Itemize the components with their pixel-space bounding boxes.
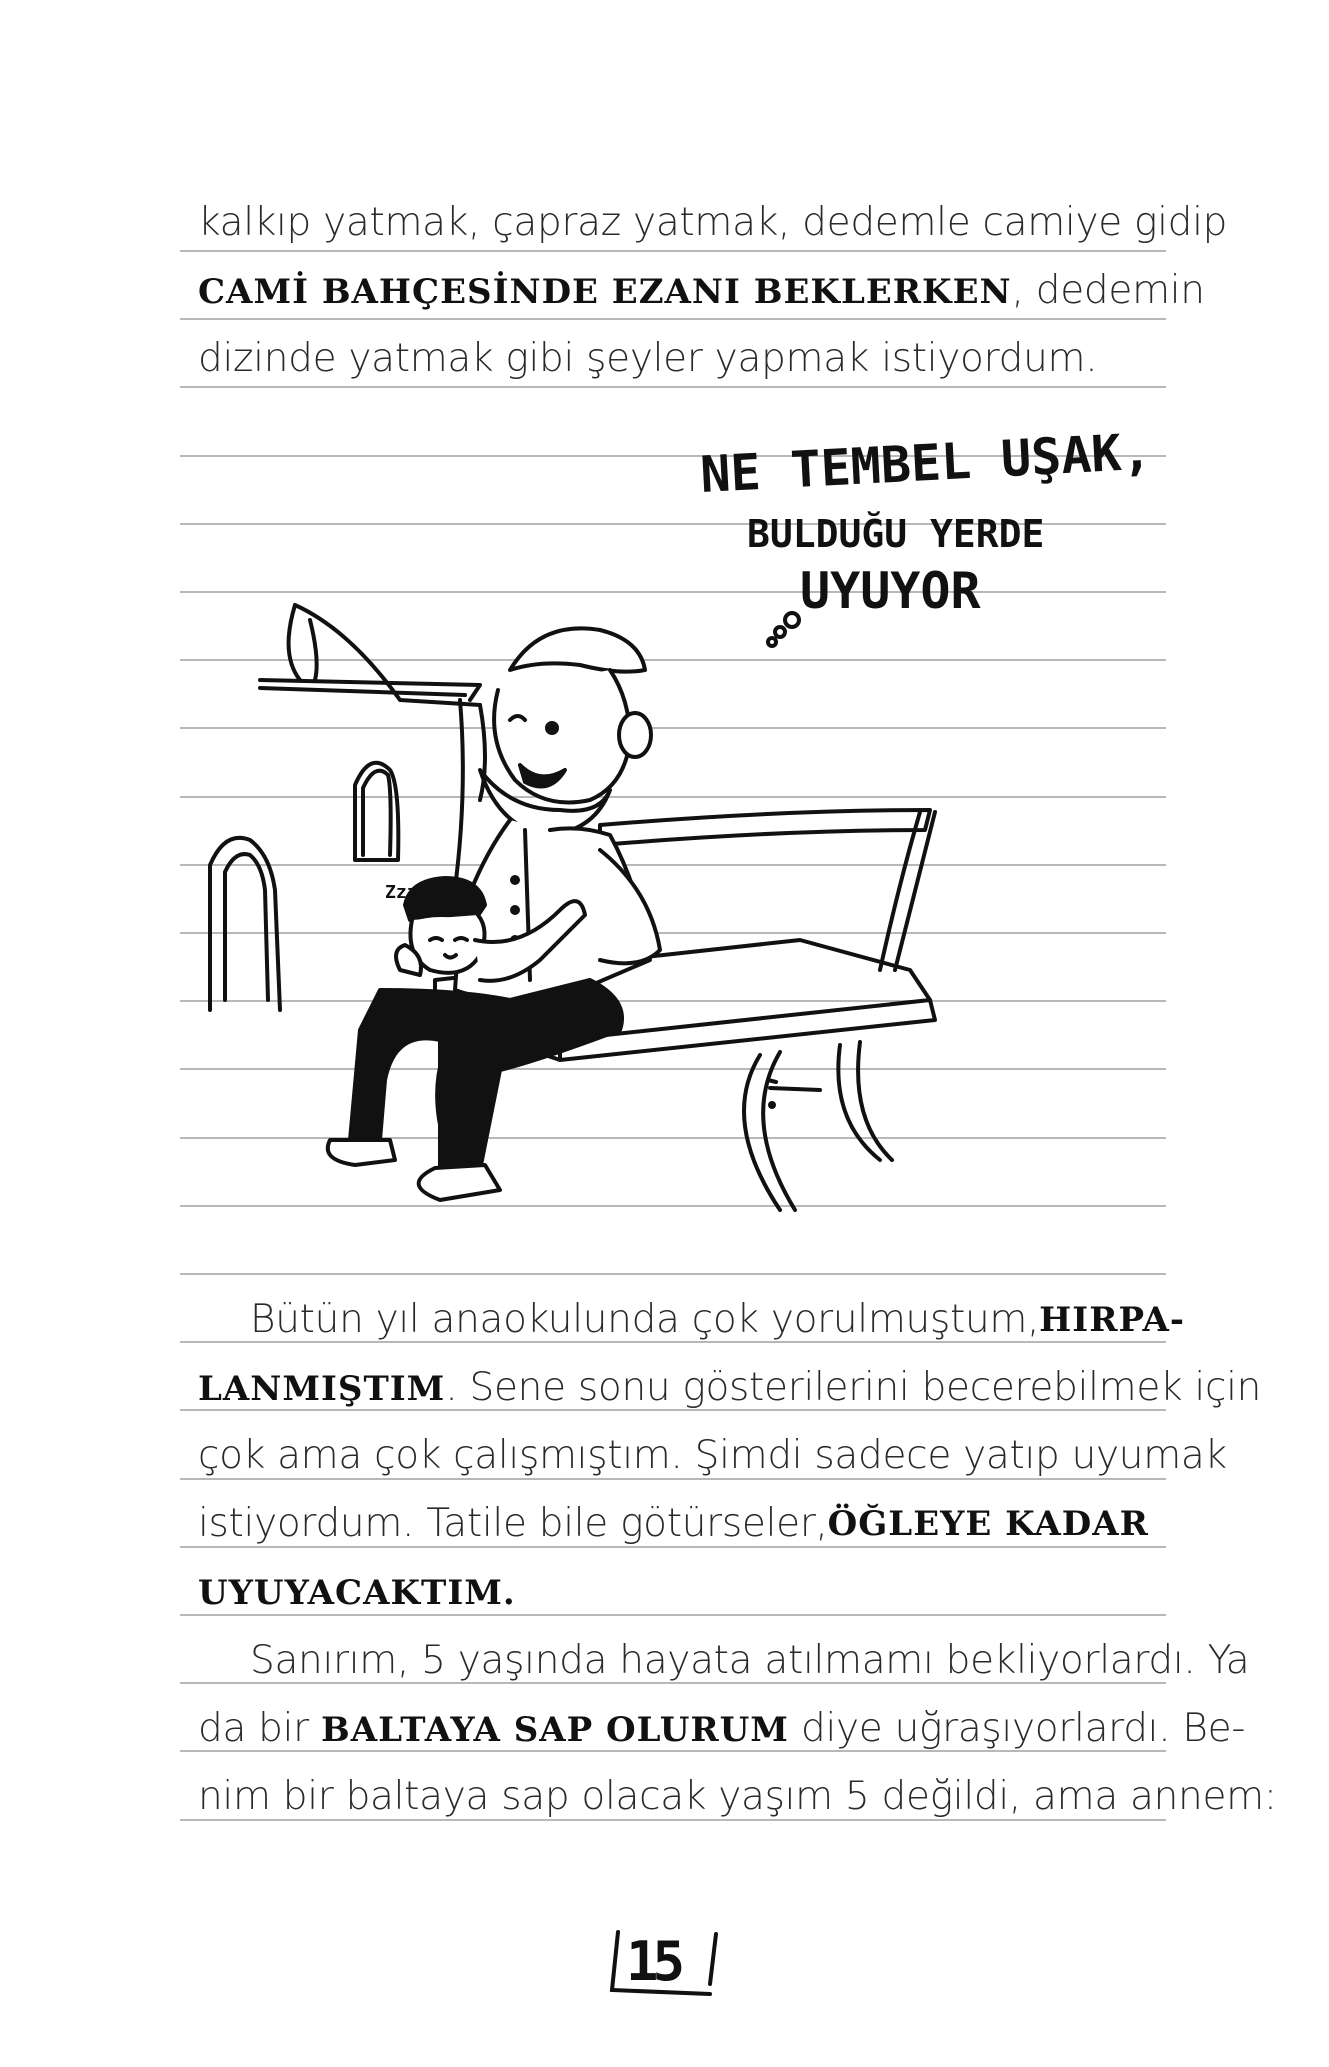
text-line	[198, 1363, 1262, 1414]
emphasis-text: UYUYACAKTIM.	[198, 1573, 516, 1613]
text-line	[198, 1704, 1246, 1755]
emphasis-text: LANMIŞTIM	[198, 1369, 446, 1409]
text-line: dizinde yatmak gibi şeyler yapmak istiyordum.	[198, 336, 1098, 381]
text-line	[198, 1295, 1186, 1345]
page-number	[590, 1924, 740, 2002]
text-line: Sanırım, 5 yaşında hayata atılmamı bekliyorlardı. Ya	[250, 1638, 1250, 1683]
page-number-text: 15	[626, 1930, 680, 1993]
text-line	[198, 1499, 1148, 1549]
text-span: diye uğraşıyorlardı. Be-	[801, 1706, 1246, 1751]
text-line: çok ama çok çalışmıştım. Şimdi sadece yatıp uyumak	[198, 1433, 1227, 1478]
bubble-line: NE TEMBEL UŞAK,	[698, 422, 1153, 504]
bubble-line: BULDUĞU YERDE	[747, 512, 1045, 556]
ruled-line	[180, 386, 1166, 388]
text-line	[198, 266, 1205, 317]
text-line	[198, 1567, 1148, 1618]
emphasis-text: CAMİ BAHÇESİNDE EZANI BEKLERKEN	[198, 272, 1012, 312]
text-span: , dedemin	[1011, 268, 1205, 313]
grandfather-child-bench-illustration	[180, 560, 1130, 1260]
thought-dot	[768, 638, 776, 646]
text-span: istiyordum. Tatile bile götürseler,	[198, 1501, 828, 1546]
ruled-line	[180, 318, 1166, 320]
thought-dot	[775, 627, 785, 637]
emphasis-text: ÖĞLEYE KADAR	[827, 1504, 1149, 1544]
grandfather	[328, 628, 660, 1200]
ruled-line	[180, 250, 1166, 252]
text-span: da bir	[198, 1706, 309, 1751]
bubble-line: UYUYOR	[800, 562, 981, 620]
text-span: . Sene sonu gösterilerini becerebilmek için	[445, 1365, 1262, 1410]
text-line: nim bir baltaya sap olacak yaşım 5 değildi, ama annem:	[198, 1774, 1277, 1819]
text-span: Bütün yıl anaokulunda çok yorulmuştum,	[250, 1297, 1040, 1342]
snore-text: Zzz-	[385, 882, 429, 903]
emphasis-text: HIRPA-	[1039, 1300, 1186, 1340]
ruled-line	[180, 1273, 1166, 1275]
text-line: kalkıp yatmak, çapraz yatmak, dedemle camiye gidip	[198, 200, 1228, 245]
thought-dot	[785, 613, 799, 627]
emphasis-text: BALTAYA SAP OLURUM	[321, 1710, 789, 1750]
